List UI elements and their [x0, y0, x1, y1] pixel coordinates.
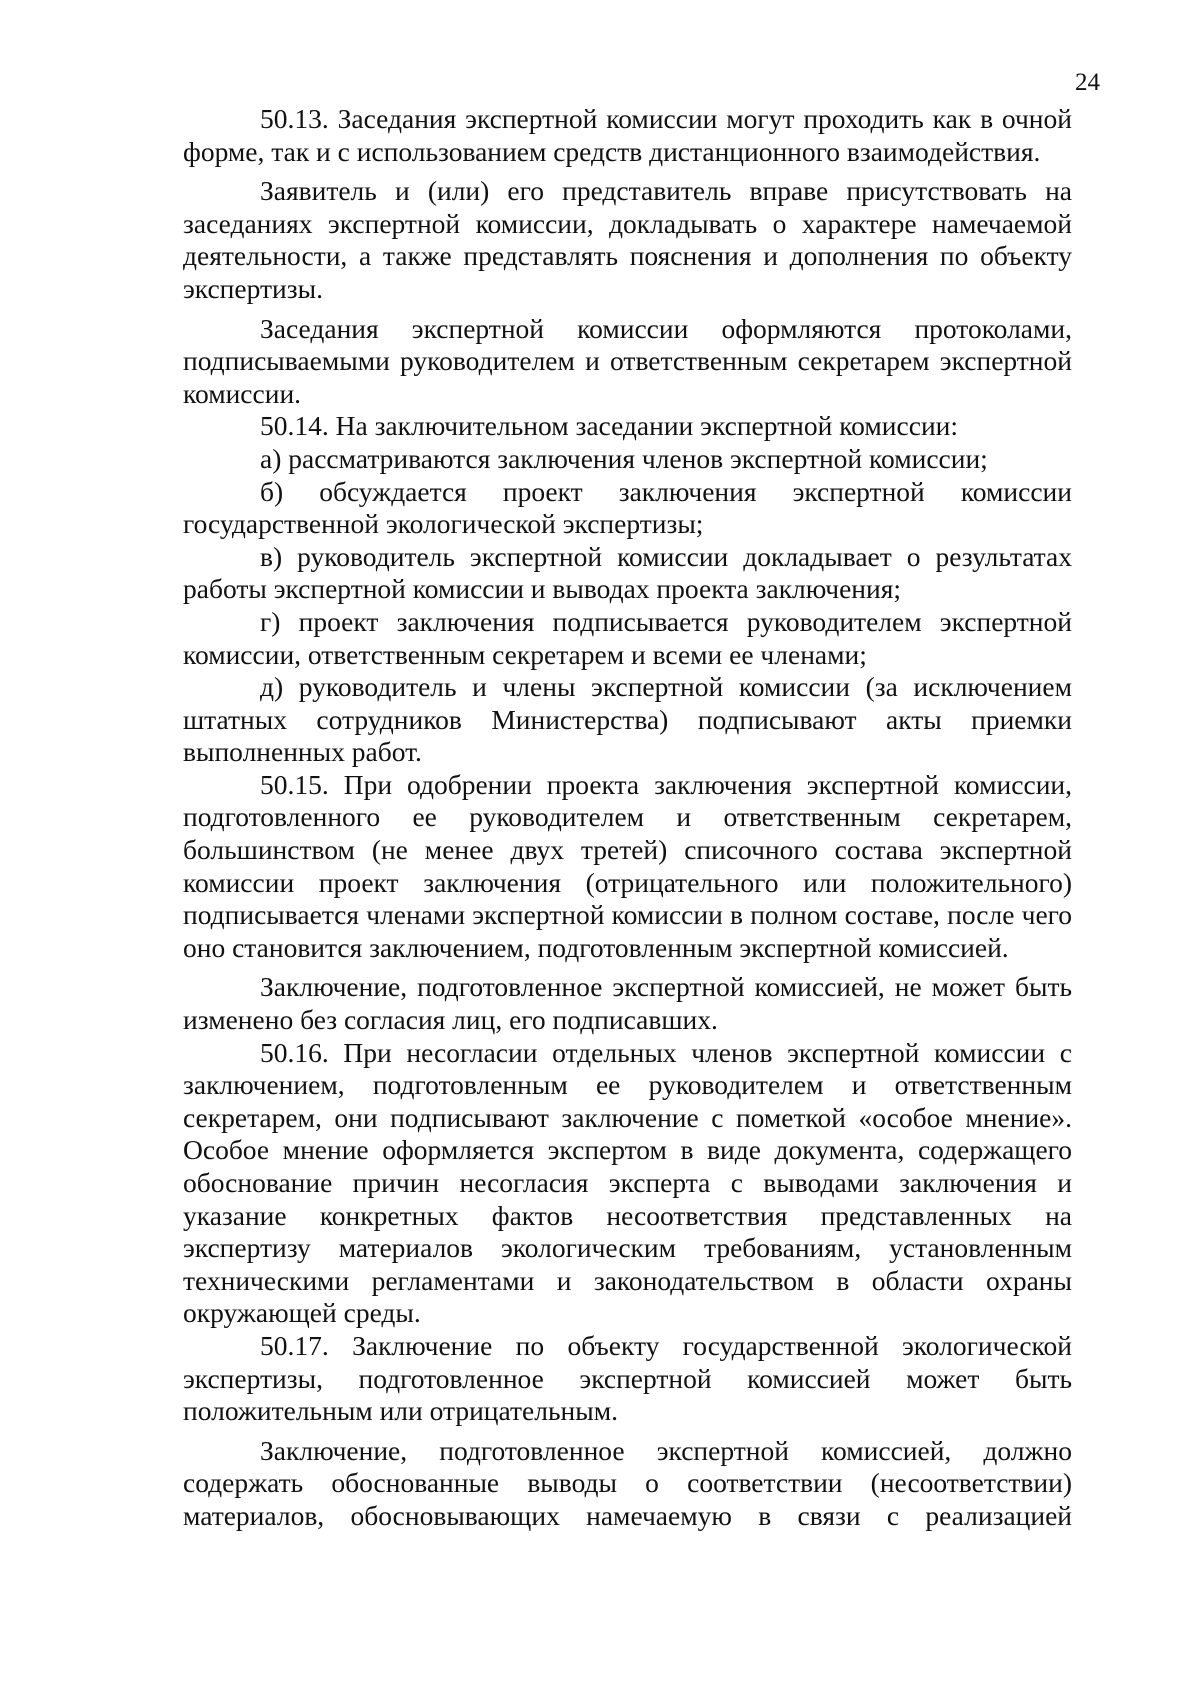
list-item-b: б) обсуждается проект заключения экспертной комиссии государственной экологической экспертизы; [183, 475, 1072, 540]
list-item-a: а) рассматриваются заключения членов экспертной комиссии; [260, 442, 988, 474]
document-body [183, 103, 1072, 1533]
list-item-g: г) проект заключения подписывается руководителем экспертной комиссии, ответственным секретарем и всеми ее членами; [183, 605, 1072, 670]
paragraph-applicant-rights: Заявитель и (или) его представитель вправе присутствовать на заседаниях экспертной комиссии, докладывать о характере намечаемой деятельности, а также представлять пояснения и дополнения по объекту экспертизы. [183, 175, 1072, 304]
paragraph-meeting-protocols: Заседания экспертной комиссии оформляются протоколами, подписываемыми руководителем и ответственным секретарем экспертной комиссии. [183, 312, 1072, 409]
paragraph-50-14: 50.14. На заключительном заседании экспертной комиссии: [260, 410, 959, 442]
paragraph-conclusion-content: Заключение, подготовленное экспертной комиссией, должно содержать обоснованные выводы о соответствии (несоответствии) материалов, обосновывающих намечаемую в связи с реализацией [183, 1434, 1072, 1531]
paragraph-50-13: 50.13. Заседания экспертной комиссии могут проходить как в очной форме, так и с использованием средств дистанционного взаимодействия. [183, 103, 1072, 167]
page-number: 24 [1075, 69, 1100, 96]
list-item-d: д) руководитель и члены экспертной комиссии (за исключением штатных сотрудников Министерства) подписывают акты приемки выполненных работ. [183, 671, 1072, 768]
paragraph-50-16: 50.16. При несогласии отдельных членов экспертной комиссии с заключением, подготовленным ее руководителем и ответственным секретарем, они подписывают заключение с пометкой «особое мнение». Особое мнение оформляется экспертом в виде документа, содержащего обоснование причин несогласия эксперта с выводами заключения и указание конкретных фактов несоответствия представленных на экспертизу материалов экологическим требованиям, установленным техническими регламентами и законодательством в области охраны окружающей среды. [183, 1036, 1072, 1329]
paragraph-50-17: 50.17. Заключение по объекту государственной экологической экспертизы, подготовленное экспертной комиссией может быть положительным или отрицательным. [183, 1329, 1072, 1427]
paragraph-conclusion-unchangeable: Заключение, подготовленное экспертной комиссией, не может быть изменено без согласия лиц, его подписавших. [183, 971, 1072, 1036]
paragraph-50-15: 50.15. При одобрении проекта заключения экспертной комиссии, подготовленного ее руководителем и ответственным секретарем, большинством (не менее двух третей) списочного состава экспертной комиссии проект заключения (отрицательного или положительного) подписывается членами экспертной комиссии в полном составе, после чего оно становится заключением, подготовленным экспертной комиссией. [183, 768, 1072, 963]
list-item-v: в) руководитель экспертной комиссии докладывает о результатах работы экспертной комиссии и выводах проекта заключения; [183, 540, 1072, 605]
